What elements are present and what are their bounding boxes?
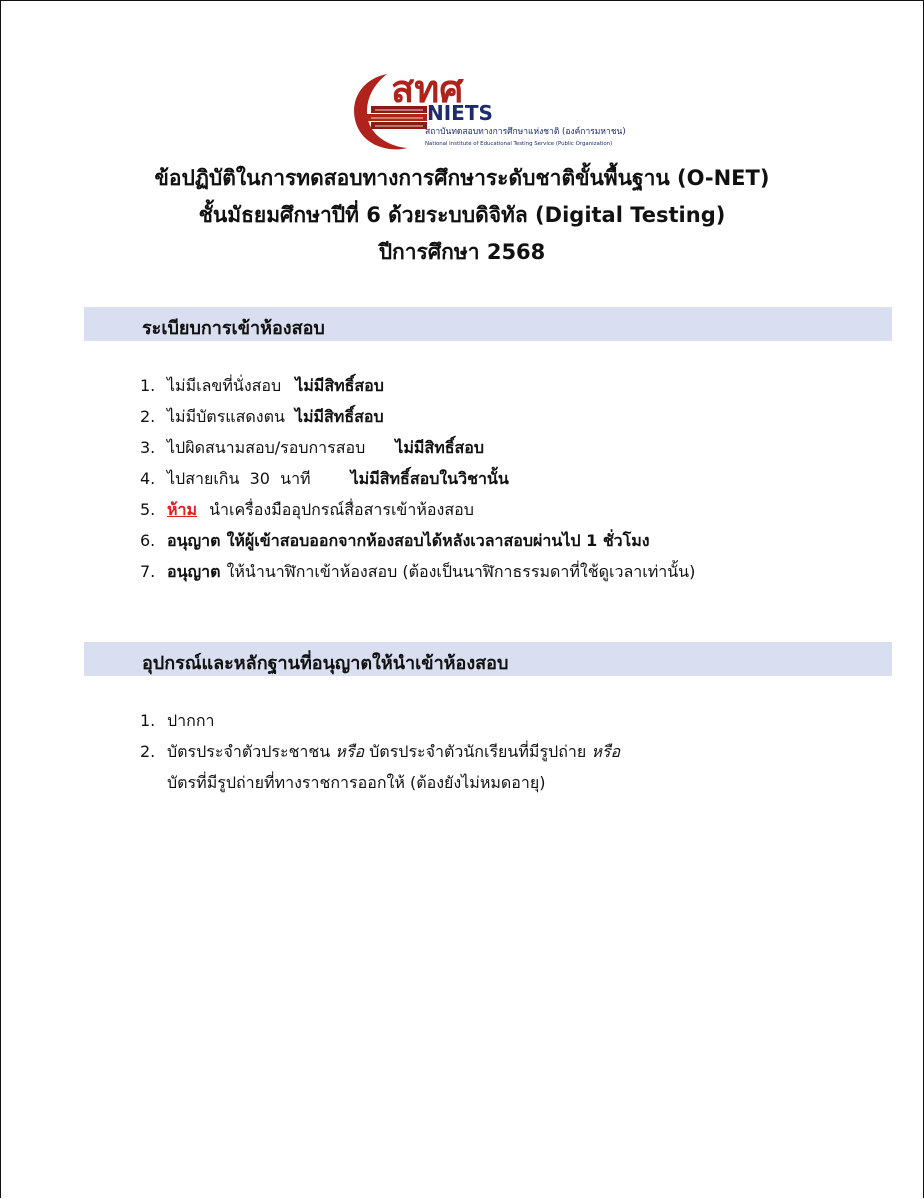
list-item-continuation: บัตรที่มีรูปถ่ายที่ทางราชการออกให้ (ต้องยังไม่หมดอายุ) [167, 773, 546, 792]
list-item: 1. ปากกา [140, 711, 215, 730]
list-item: 2. ไม่มีบัตรแสดงตน ไม่มีสิทธิ์สอบ [140, 407, 384, 426]
svg-text:สทศ: สทศ [391, 67, 464, 111]
svg-text:National Institute of Educatio: National Institute of Educational Testing Service (Public Organization) [425, 141, 613, 147]
list-item: 6. อนุญาต ให้ผู้เข้าสอบออกจากห้องสอบได้หลังเวลาสอบผ่านไป 1 ชั่วโมง [140, 531, 650, 550]
prohibited-label: ห้าม [167, 500, 198, 519]
niets-logo-mark [345, 66, 645, 156]
list-item: 7. อนุญาต ให้นำนาฬิกาเข้าห้องสอบ (ต้องเป็นนาฬิกาธรรมดาที่ใช้ดูเวลาเท่านั้น) [140, 562, 696, 581]
title-line-2: ชั้นมัธยมศึกษาปีที่ 6 ด้วยระบบดิจิทัล (Digital Testing) [198, 203, 726, 227]
list-item: 2. บัตรประจำตัวประชาชน หรือ บัตรประจำตัวนักเรียนที่มีรูปถ่าย หรือ [140, 742, 621, 761]
list-item: 3. ไปผิดสนามสอบ/รอบการสอบ ไม่มีสิทธิ์สอบ [140, 438, 485, 457]
list-item: 1. ไม่มีเลขที่นั่งสอบ ไม่มีสิทธิ์สอบ [140, 376, 384, 395]
title-line-3: ปีการศึกษา 2568 [378, 240, 546, 264]
section-heading-allowed-items: อุปกรณ์และหลักฐานที่อนุญาตให้นำเข้าห้องสอบ [84, 642, 892, 676]
list-item: 5. ห้าม นำเครื่องมืออุปกรณ์สื่อสารเข้าห้องสอบ [140, 500, 474, 519]
allowed-items-list [140, 705, 620, 798]
list-item: 4. ไปสายเกิน 30 นาที ไม่มีสิทธิ์สอบในวิชานั้น [140, 469, 509, 488]
title-line-1: ข้อปฏิบัติในการทดสอบทางการศึกษาระดับชาติขั้นพื้นฐาน (O-NET) [154, 166, 770, 190]
svg-text:NIETS: NIETS [427, 101, 493, 125]
exam-rules-list [140, 370, 695, 587]
document-titles [0, 160, 924, 271]
section-heading-exam-rules: ระเบียบการเข้าห้องสอบ [84, 307, 892, 341]
svg-text:สถาบันทดสอบทางการศึกษาแห่งชาติ: สถาบันทดสอบทางการศึกษาแห่งชาติ (องค์การมหาชน) [425, 127, 626, 137]
niets-logo [345, 66, 645, 156]
